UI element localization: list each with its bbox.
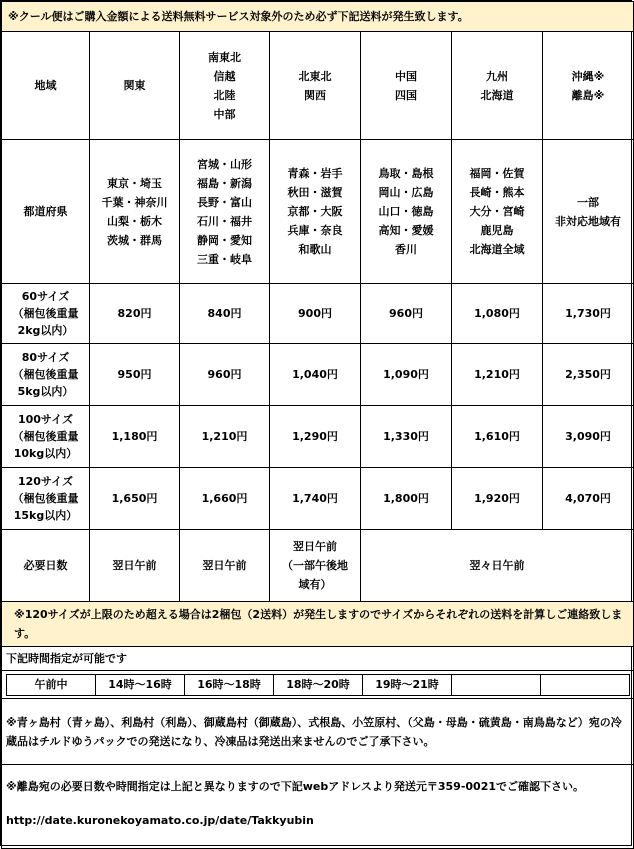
- price-cell: 1,290円: [270, 406, 361, 468]
- days-kanto: 翌日午前: [90, 530, 180, 602]
- price-cell: 960円: [361, 284, 452, 344]
- zone-header-chubu: 南東北 信越 北陸 中部: [180, 32, 270, 140]
- size-label: 100サイズ （梱包後重量 10kg以内）: [2, 406, 90, 468]
- price-row: [2, 468, 634, 530]
- prefectures-chubu: 宮城・山形 福島・新潟 長野・富山 石川・福井 静岡・愛知 三重・岐阜: [180, 140, 270, 284]
- zone-header-kyushu: 九州 北海道: [452, 32, 543, 140]
- price-cell: 1,210円: [452, 344, 543, 406]
- time-slot-cell: 18時～20時: [274, 674, 363, 695]
- prefectures-kyushu: 福岡・佐賀 長崎・熊本 大分・宮崎 鹿児島 北海道全域: [452, 140, 543, 284]
- delivery-days-row: [2, 530, 634, 602]
- region-header-label: 地域: [2, 32, 90, 140]
- price-cell: 1,040円: [270, 344, 361, 406]
- time-slot-title: 下記時間指定が可能です: [2, 647, 634, 671]
- days-header-label: 必要日数: [2, 530, 90, 602]
- price-cell: 1,180円: [90, 406, 180, 468]
- cool-shipping-banner: ※クール便はご購入金額による送料無料サービス対象外のため必ず下記送料が発生致します。: [2, 2, 634, 32]
- price-cell: 1,080円: [452, 284, 543, 344]
- price-cell: 4,070円: [543, 468, 634, 530]
- prefectures-kanto: 東京・埼玉 千葉・神奈川 山梨・栃木 茨城・群馬: [90, 140, 180, 284]
- price-cell: 1,210円: [180, 406, 270, 468]
- time-slot-cell-empty: [541, 674, 630, 695]
- prefecture-row: [2, 140, 634, 284]
- price-cell: 1,650円: [90, 468, 180, 530]
- price-row: [2, 344, 634, 406]
- region-header-row: [2, 32, 634, 140]
- shipping-fee-table: [1, 1, 634, 849]
- size-label: 80サイズ （梱包後重量 5kg以内）: [2, 344, 90, 406]
- time-slot-container: [2, 671, 634, 699]
- price-cell: 840円: [180, 284, 270, 344]
- price-cell: 1,610円: [452, 406, 543, 468]
- price-cell: 950円: [90, 344, 180, 406]
- price-cell: 1,800円: [361, 468, 452, 530]
- price-cell: 1,660円: [180, 468, 270, 530]
- zone-header-chugoku: 中国 四国: [361, 32, 452, 140]
- time-slot-cell: 16時～18時: [185, 674, 274, 695]
- size-label: 60サイズ （梱包後重量 2kg以内）: [2, 284, 90, 344]
- note-islands: ※青ヶ島村（青ヶ島）、利島村（利島）、御蔵島村（御蔵島）、式根島、小笠原村、（父島・母島・硫黄島・南鳥島など）宛の冷蔵品はチルドゆうパックでの発送になり、冷凍品は発送出来ませんのでご了承下さい。: [2, 699, 634, 765]
- time-slot-cell: 14時～16時: [96, 674, 185, 695]
- price-cell: 1,740円: [270, 468, 361, 530]
- price-cell: 1,330円: [361, 406, 452, 468]
- price-cell: 900円: [270, 284, 361, 344]
- price-cell: 820円: [90, 284, 180, 344]
- note-size-limit: ※120サイズが上限のため超える場合は2梱包（2送料）が発生しますのでサイズからそれぞれの送料を計算しご連絡致します。: [2, 602, 634, 647]
- zone-header-kansai: 北東北 関西: [270, 32, 361, 140]
- zone-header-kanto: 関東: [90, 32, 180, 140]
- zone-header-okinawa: 沖縄※ 離島※: [543, 32, 634, 140]
- price-row: [2, 284, 634, 344]
- note-remote-islands: ※離島宛の必要日数や時間指定は上記と異なりますので下記webアドレスより発送元〒359-0021でご確認下さい。: [2, 765, 634, 809]
- time-slot-cell: 19時～21時: [363, 674, 452, 695]
- price-cell: 960円: [180, 344, 270, 406]
- price-cell: 1,090円: [361, 344, 452, 406]
- price-row: [2, 406, 634, 468]
- price-cell: 1,920円: [452, 468, 543, 530]
- prefectures-okinawa: 一部 非対応地域有: [543, 140, 634, 284]
- time-slot-table: [6, 674, 630, 696]
- prefectures-chugoku: 鳥取・島根 岡山・広島 山口・徳島 高知・愛媛 香川: [361, 140, 452, 284]
- time-slot-cell-empty: [452, 674, 541, 695]
- days-kansai: 翌日午前 （一部午後地 域有）: [270, 530, 361, 602]
- days-others: 翌々日午前: [361, 530, 634, 602]
- days-chubu: 翌日午前: [180, 530, 270, 602]
- size-label: 120サイズ （梱包後重量 15kg以内）: [2, 468, 90, 530]
- yamato-url-link[interactable]: http://date.kuronekoyamato.co.jp/date/Takkyubin: [2, 809, 634, 849]
- price-cell: 1,730円: [543, 284, 634, 344]
- prefecture-header-label: 都道府県: [2, 140, 90, 284]
- time-slot-cell: 午前中: [7, 674, 96, 695]
- prefectures-kansai: 青森・岩手 秋田・滋賀 京都・大阪 兵庫・奈良 和歌山: [270, 140, 361, 284]
- price-cell: 2,350円: [543, 344, 634, 406]
- price-cell: 3,090円: [543, 406, 634, 468]
